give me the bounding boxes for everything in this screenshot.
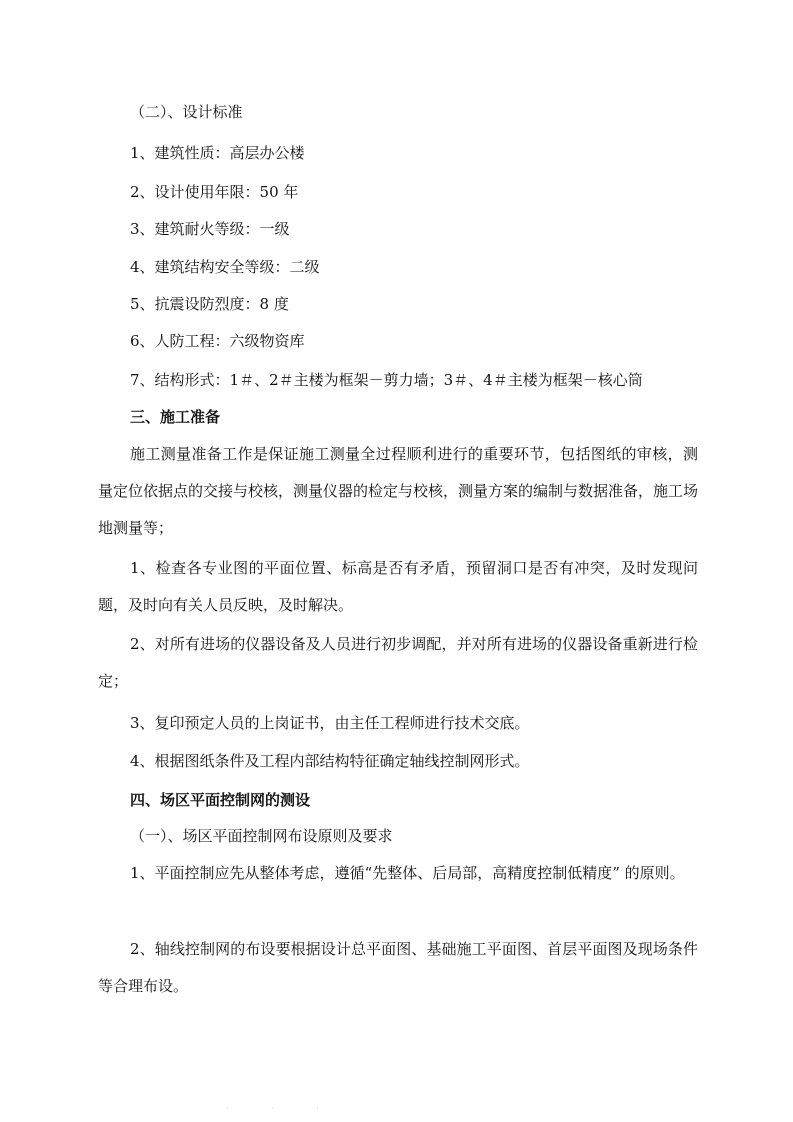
section-heading-preparation: 三、施工准备 (130, 408, 221, 426)
design-standard-item: 3、建筑耐火等级：一级 (130, 220, 290, 238)
preparation-intro-paragraph: 施工测量准备工作是保证施工测量全过程顺利进行的重要环节，包括图纸的审核，测量定位依据点的交接与校核，测量仪器的检定与校核，测量方案的编制与数据准备，施工场地测量等； (98, 445, 699, 537)
preparation-item: 4、根据图纸条件及工程内部结构特征确定轴线控制网形式。 (130, 752, 530, 770)
control-network-item: 2、轴线控制网的布设要根据设计总平面图、基础施工平面图、首层平面图及现场条件等合理布设。 (98, 940, 698, 995)
design-standard-item: 6、人防工程：六级物资库 (130, 332, 305, 350)
design-standard-item: 1、建筑性质：高层办公楼 (130, 144, 305, 162)
preparation-item: 1、检查各专业图的平面位置、标高是否有矛盾，预留洞口是否有冲突，及时发现问题，及时向有关人员反映，及时解决。 (98, 559, 698, 614)
section-heading-control-network: 四、场区平面控制网的测设 (130, 791, 311, 809)
preparation-item: 2、对所有进场的仪器设备及人员进行初步调配，并对所有进场的仪器设备重新进行检定； (98, 635, 698, 690)
design-standard-item: 5、抗震设防烈度：8 度 (130, 295, 289, 313)
design-standard-item: 7、结构形式：1＃、2＃主楼为框架－剪力墙；3＃、4＃主楼为框架－核心筒 (130, 371, 643, 389)
control-network-item: 1、平面控制应先从整体考虑，遵循“先整体、后局部，高精度控制低精度” 的原则。 (130, 864, 685, 882)
design-standard-item: 4、建筑结构安全等级：二级 (130, 258, 320, 276)
design-standard-heading: （二）、设计标准 (130, 103, 243, 121)
scan-artifact-dots: · · · (226, 1104, 339, 1113)
design-standard-item: 2、设计使用年限：50 年 (130, 183, 299, 201)
control-network-subheading: （一）、场区平面控制网布设原则及要求 (130, 827, 393, 845)
preparation-item: 3、复印预定人员的上岗证书，由主任工程师进行技术交底。 (130, 714, 530, 732)
